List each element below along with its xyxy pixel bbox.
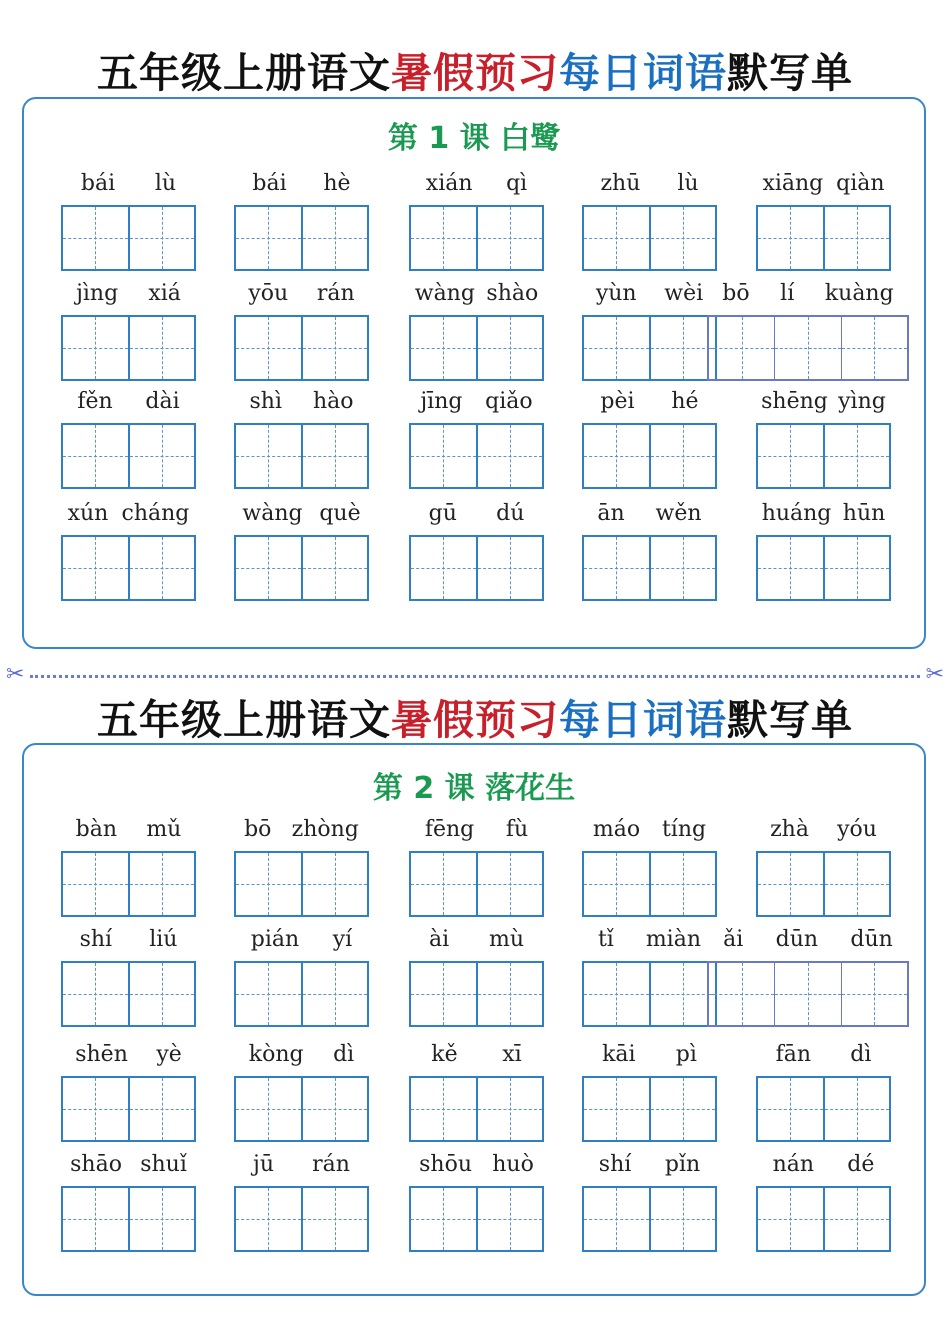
pinyin-syllable: pián <box>250 927 300 952</box>
tian-zi-box[interactable] <box>411 207 476 269</box>
pinyin-line <box>756 389 891 414</box>
scissors-icon: ✂ <box>925 662 944 687</box>
title-part-daily-words: 每日词语 <box>559 696 727 744</box>
tian-zi-box[interactable] <box>709 317 774 379</box>
pinyin-syllable: lù <box>154 171 177 196</box>
pinyin-syllable: yōu <box>248 281 289 306</box>
pinyin-syllable: cháng <box>121 501 190 526</box>
pinyin-syllable: dài <box>145 389 180 414</box>
writing-boxes[interactable] <box>409 423 544 489</box>
pinyin-line <box>409 1152 544 1177</box>
tian-zi-box[interactable] <box>758 1078 823 1140</box>
pinyin-syllable: ài <box>428 927 450 952</box>
writing-boxes[interactable] <box>582 1076 717 1142</box>
tian-zi-box[interactable] <box>411 537 476 599</box>
writing-boxes[interactable] <box>234 535 369 601</box>
pinyin-syllable: gū <box>428 501 457 526</box>
tian-zi-box[interactable] <box>709 963 774 1025</box>
writing-boxes[interactable] <box>582 535 717 601</box>
tian-zi-box[interactable] <box>236 317 301 379</box>
tian-zi-box[interactable] <box>301 425 368 487</box>
pinyin-line <box>61 281 196 306</box>
writing-boxes[interactable] <box>707 315 909 381</box>
writing-boxes[interactable] <box>409 205 544 271</box>
pinyin-syllable: jìng <box>76 281 119 306</box>
tian-zi-box[interactable] <box>758 853 823 915</box>
writing-boxes[interactable] <box>409 851 544 917</box>
pinyin-syllable: bō <box>244 817 272 842</box>
title-part-dictation: 默写单 <box>727 49 853 97</box>
pinyin-syllable: shí <box>79 927 113 952</box>
pinyin-syllable: máo <box>592 817 641 842</box>
pinyin-line <box>234 281 369 306</box>
pinyin-line <box>61 1152 196 1177</box>
pinyin-syllable: bàn <box>75 817 118 842</box>
pinyin-line <box>61 501 196 526</box>
pinyin-syllable: fù <box>505 817 529 842</box>
tian-zi-box[interactable] <box>63 425 128 487</box>
pinyin-line <box>582 171 717 196</box>
pinyin-syllable: zhū <box>600 171 641 196</box>
pinyin-syllable: qiàn <box>836 171 885 196</box>
pinyin-syllable: shōu <box>419 1152 472 1177</box>
pinyin-line <box>61 1042 196 1067</box>
pinyin-syllable: rán <box>312 1152 350 1177</box>
pinyin-syllable: mù <box>489 927 525 952</box>
pinyin-syllable: shēn <box>75 1042 128 1067</box>
writing-boxes[interactable] <box>409 1076 544 1142</box>
tian-zi-box[interactable] <box>236 1078 301 1140</box>
pinyin-syllable: fěn <box>77 389 113 414</box>
pinyin-syllable: yóu <box>837 817 877 842</box>
writing-boxes[interactable] <box>234 1186 369 1252</box>
pinyin-line <box>582 927 717 952</box>
tian-zi-box[interactable] <box>63 963 128 1025</box>
writing-boxes[interactable] <box>409 961 544 1027</box>
pinyin-syllable: fān <box>775 1042 812 1067</box>
pinyin-line <box>707 281 909 306</box>
tian-zi-box[interactable] <box>63 207 128 269</box>
pinyin-line <box>234 501 369 526</box>
tian-zi-box[interactable] <box>411 1188 476 1250</box>
tian-zi-box[interactable] <box>476 853 543 915</box>
pinyin-syllable: kāi <box>602 1042 636 1067</box>
writing-boxes[interactable] <box>61 535 196 601</box>
lesson-title: 第 2 课 落花生 <box>372 771 576 806</box>
title-part-grade: 五年级上册语文 <box>97 696 391 744</box>
tian-zi-box[interactable] <box>758 537 823 599</box>
tian-zi-box[interactable] <box>476 207 543 269</box>
tian-zi-box[interactable] <box>841 963 907 1025</box>
title-part-daily-words: 每日词语 <box>559 49 727 97</box>
pinyin-syllable: fēng <box>424 817 475 842</box>
lesson-panel <box>22 97 926 649</box>
pinyin-syllable: jū <box>253 1152 275 1177</box>
tian-zi-box[interactable] <box>301 1188 368 1250</box>
writing-boxes[interactable] <box>234 851 369 917</box>
tian-zi-box[interactable] <box>411 317 476 379</box>
pinyin-line <box>234 817 369 842</box>
pinyin-line <box>409 1042 544 1067</box>
pinyin-syllable: wàng <box>414 281 475 306</box>
tian-zi-box[interactable] <box>411 963 476 1025</box>
pinyin-line <box>234 389 369 414</box>
tian-zi-box[interactable] <box>584 207 649 269</box>
writing-boxes[interactable] <box>756 851 891 917</box>
tian-zi-box[interactable] <box>774 317 840 379</box>
tian-zi-box[interactable] <box>823 1078 890 1140</box>
pinyin-line <box>756 1042 891 1067</box>
pinyin-syllable: yùn <box>595 281 637 306</box>
tian-zi-box[interactable] <box>649 963 716 1025</box>
writing-boxes[interactable] <box>234 423 369 489</box>
writing-boxes[interactable] <box>707 961 909 1027</box>
pinyin-line <box>707 927 909 952</box>
tian-zi-box[interactable] <box>584 425 649 487</box>
pinyin-syllable: miàn <box>645 927 701 952</box>
pinyin-syllable: bái <box>252 171 287 196</box>
tian-zi-box[interactable] <box>758 1188 823 1250</box>
tian-zi-box[interactable] <box>649 1188 716 1250</box>
writing-boxes[interactable] <box>234 205 369 271</box>
pinyin-line <box>756 1152 891 1177</box>
pinyin-line <box>756 817 891 842</box>
writing-boxes[interactable] <box>756 1076 891 1142</box>
tian-zi-box[interactable] <box>476 537 543 599</box>
tian-zi-box[interactable] <box>649 207 716 269</box>
pinyin-syllable: xián <box>425 171 473 196</box>
title-part-dictation: 默写单 <box>727 696 853 744</box>
pinyin-syllable: huáng <box>761 501 832 526</box>
writing-boxes[interactable] <box>61 851 196 917</box>
tian-zi-box[interactable] <box>236 853 301 915</box>
writing-boxes[interactable] <box>61 315 196 381</box>
tian-zi-box[interactable] <box>301 537 368 599</box>
tian-zi-box[interactable] <box>301 207 368 269</box>
pinyin-syllable: hào <box>312 389 354 414</box>
tian-zi-box[interactable] <box>411 1078 476 1140</box>
tian-zi-box[interactable] <box>301 963 368 1025</box>
pinyin-syllable: xún <box>67 501 109 526</box>
tian-zi-box[interactable] <box>823 853 890 915</box>
pinyin-syllable: dì <box>333 1042 355 1067</box>
pinyin-syllable: yè <box>156 1042 182 1067</box>
pinyin-line <box>582 501 717 526</box>
pinyin-syllable: yìng <box>838 389 886 414</box>
pinyin-syllable: wěn <box>655 501 702 526</box>
pinyin-syllable: rán <box>316 281 355 306</box>
tian-zi-box[interactable] <box>128 537 195 599</box>
pinyin-syllable: zhòng <box>291 817 359 842</box>
word-grid <box>24 745 924 1294</box>
tian-zi-box[interactable] <box>63 1188 128 1250</box>
tian-zi-box[interactable] <box>236 963 301 1025</box>
tian-zi-box[interactable] <box>411 425 476 487</box>
cut-line <box>0 662 950 687</box>
pinyin-syllable: bái <box>80 171 116 196</box>
dotted-cut-line <box>30 675 920 678</box>
pinyin-line <box>582 389 717 414</box>
pinyin-syllable: shuǐ <box>140 1152 187 1177</box>
writing-boxes[interactable] <box>234 1076 369 1142</box>
pinyin-line <box>582 281 717 306</box>
tian-zi-box[interactable] <box>236 1188 301 1250</box>
tian-zi-box[interactable] <box>584 1078 649 1140</box>
tian-zi-box[interactable] <box>649 853 716 915</box>
pinyin-syllable: dūn <box>850 927 893 952</box>
tian-zi-box[interactable] <box>128 317 195 379</box>
pinyin-syllable: wèi <box>664 281 704 306</box>
writing-boxes[interactable] <box>61 423 196 489</box>
tian-zi-box[interactable] <box>823 207 890 269</box>
writing-boxes[interactable] <box>409 315 544 381</box>
title-part-summer-preview: 暑假预习 <box>391 49 559 97</box>
lesson-title: 第 1 课 白鹭 <box>387 121 561 156</box>
pinyin-syllable: pì <box>675 1042 697 1067</box>
pinyin-syllable: shào <box>486 281 539 306</box>
pinyin-line <box>409 817 544 842</box>
tian-zi-box[interactable] <box>823 537 890 599</box>
title-part-grade: 五年级上册语文 <box>97 49 391 97</box>
pinyin-syllable: kòng <box>248 1042 304 1067</box>
word-grid <box>24 99 924 647</box>
writing-boxes[interactable] <box>756 535 891 601</box>
tian-zi-box[interactable] <box>823 1188 890 1250</box>
pinyin-syllable: shì <box>249 389 282 414</box>
title-part-summer-preview: 暑假预习 <box>391 696 559 744</box>
tian-zi-box[interactable] <box>63 317 128 379</box>
pinyin-line <box>61 389 196 414</box>
pinyin-line <box>409 281 544 306</box>
pinyin-syllable: xiāng <box>762 171 824 196</box>
tian-zi-box[interactable] <box>584 853 649 915</box>
writing-boxes[interactable] <box>756 205 891 271</box>
pinyin-line <box>409 501 544 526</box>
pinyin-syllable: hé <box>671 389 699 414</box>
pinyin-line <box>582 1042 717 1067</box>
pinyin-syllable: shāo <box>70 1152 122 1177</box>
writing-boxes[interactable] <box>61 1076 196 1142</box>
pinyin-syllable: zhà <box>770 817 809 842</box>
pinyin-line <box>409 171 544 196</box>
pinyin-syllable: pǐn <box>664 1152 701 1177</box>
pinyin-syllable: lù <box>677 171 699 196</box>
pinyin-line <box>234 1042 369 1067</box>
pinyin-syllable: dé <box>847 1152 875 1177</box>
pinyin-line <box>61 171 196 196</box>
pinyin-syllable: qiǎo <box>485 389 533 414</box>
writing-boxes[interactable] <box>582 961 717 1027</box>
tian-zi-box[interactable] <box>476 425 543 487</box>
pinyin-syllable: lí <box>780 281 795 306</box>
worksheet-title <box>0 40 950 99</box>
pinyin-syllable: xī <box>502 1042 522 1067</box>
pinyin-syllable: jīng <box>420 389 463 414</box>
pinyin-syllable: shēng <box>761 389 828 414</box>
tian-zi-box[interactable] <box>823 425 890 487</box>
pinyin-syllable: tíng <box>661 817 707 842</box>
pinyin-syllable: dūn <box>775 927 819 952</box>
pinyin-syllable: ǎi <box>723 927 744 952</box>
pinyin-line <box>61 817 196 842</box>
tian-zi-box[interactable] <box>584 537 649 599</box>
tian-zi-box[interactable] <box>841 317 907 379</box>
tian-zi-box[interactable] <box>584 963 649 1025</box>
pinyin-syllable: què <box>319 501 361 526</box>
worksheet-title <box>0 687 950 746</box>
pinyin-line <box>61 927 196 952</box>
writing-boxes[interactable] <box>756 1186 891 1252</box>
pinyin-syllable: bō <box>722 281 750 306</box>
writing-boxes[interactable] <box>756 423 891 489</box>
pinyin-syllable: kuàng <box>824 281 894 306</box>
tian-zi-box[interactable] <box>476 1078 543 1140</box>
tian-zi-box[interactable] <box>584 1188 649 1250</box>
pinyin-syllable: pèi <box>600 389 635 414</box>
tian-zi-box[interactable] <box>128 425 195 487</box>
tian-zi-box[interactable] <box>128 207 195 269</box>
tian-zi-box[interactable] <box>128 963 195 1025</box>
tian-zi-box[interactable] <box>63 537 128 599</box>
tian-zi-box[interactable] <box>758 425 823 487</box>
tian-zi-box[interactable] <box>63 853 128 915</box>
tian-zi-box[interactable] <box>649 1078 716 1140</box>
tian-zi-box[interactable] <box>411 853 476 915</box>
writing-boxes[interactable] <box>409 535 544 601</box>
writing-boxes[interactable] <box>582 423 717 489</box>
tian-zi-box[interactable] <box>476 1188 543 1250</box>
lesson-panel <box>22 743 926 1296</box>
pinyin-syllable: qì <box>506 171 528 196</box>
writing-boxes[interactable] <box>234 961 369 1027</box>
writing-boxes[interactable] <box>582 851 717 917</box>
tian-zi-box[interactable] <box>236 207 301 269</box>
pinyin-syllable: hūn <box>842 501 886 526</box>
pinyin-syllable: hè <box>323 171 351 196</box>
writing-boxes[interactable] <box>234 315 369 381</box>
pinyin-syllable: tǐ <box>597 927 614 952</box>
tian-zi-box[interactable] <box>236 425 301 487</box>
tian-zi-box[interactable] <box>63 1078 128 1140</box>
pinyin-syllable: liú <box>149 927 178 952</box>
writing-boxes[interactable] <box>61 205 196 271</box>
tian-zi-box[interactable] <box>128 1188 195 1250</box>
pinyin-syllable: ān <box>597 501 625 526</box>
tian-zi-box[interactable] <box>774 963 840 1025</box>
tian-zi-box[interactable] <box>649 425 716 487</box>
pinyin-syllable: xiá <box>148 281 181 306</box>
pinyin-syllable: nán <box>772 1152 815 1177</box>
writing-boxes[interactable] <box>61 961 196 1027</box>
tian-zi-box[interactable] <box>649 317 716 379</box>
writing-boxes[interactable] <box>582 1186 717 1252</box>
tian-zi-box[interactable] <box>758 207 823 269</box>
writing-boxes[interactable] <box>61 1186 196 1252</box>
pinyin-syllable: shí <box>598 1152 632 1177</box>
pinyin-syllable: yí <box>332 927 353 952</box>
tian-zi-box[interactable] <box>236 537 301 599</box>
pinyin-line <box>234 171 369 196</box>
tian-zi-box[interactable] <box>128 853 195 915</box>
tian-zi-box[interactable] <box>301 1078 368 1140</box>
pinyin-syllable: huò <box>492 1152 534 1177</box>
pinyin-line <box>582 817 717 842</box>
writing-boxes[interactable] <box>582 205 717 271</box>
writing-boxes[interactable] <box>409 1186 544 1252</box>
pinyin-line <box>409 927 544 952</box>
tian-zi-box[interactable] <box>128 1078 195 1140</box>
writing-boxes[interactable] <box>582 315 717 381</box>
pinyin-line <box>234 1152 369 1177</box>
scissors-icon: ✂ <box>6 662 25 687</box>
pinyin-line <box>234 927 369 952</box>
pinyin-syllable: kě <box>431 1042 458 1067</box>
tian-zi-box[interactable] <box>649 537 716 599</box>
pinyin-line <box>756 501 891 526</box>
pinyin-syllable: dì <box>850 1042 872 1067</box>
tian-zi-box[interactable] <box>476 317 543 379</box>
tian-zi-box[interactable] <box>301 317 368 379</box>
pinyin-line <box>582 1152 717 1177</box>
pinyin-syllable: wàng <box>242 501 303 526</box>
pinyin-line <box>756 171 891 196</box>
pinyin-line <box>409 389 544 414</box>
tian-zi-box[interactable] <box>301 853 368 915</box>
pinyin-syllable: mǔ <box>146 817 182 842</box>
pinyin-syllable: dú <box>496 501 525 526</box>
tian-zi-box[interactable] <box>584 317 649 379</box>
tian-zi-box[interactable] <box>476 963 543 1025</box>
